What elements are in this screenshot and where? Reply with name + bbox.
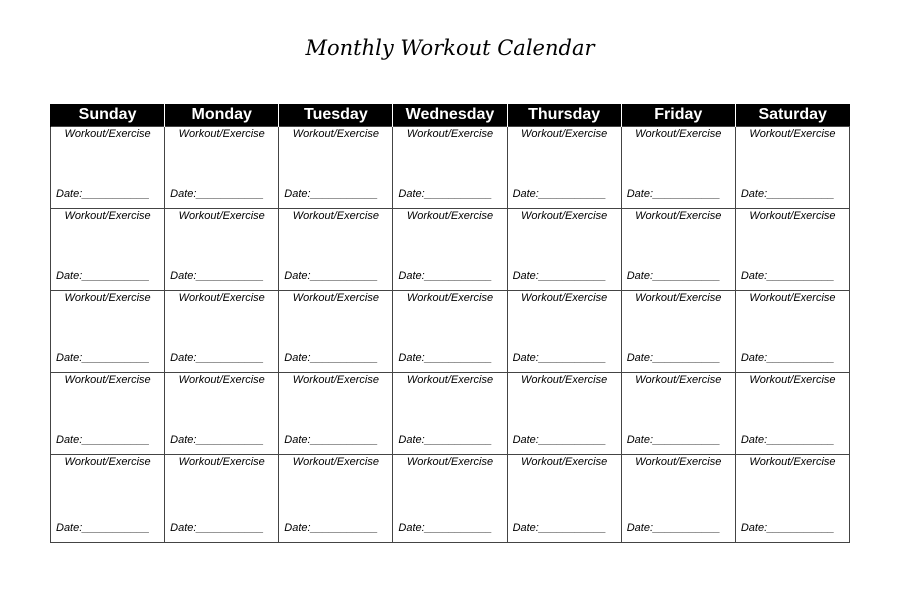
workout-exercise-label: Workout/Exercise <box>292 292 379 304</box>
page-title: Monthly Workout Calendar <box>305 36 595 60</box>
date-blank-label: Date:___________ <box>398 434 493 446</box>
workout-exercise-label: Workout/Exercise <box>292 128 379 140</box>
workout-exercise-label: Workout/Exercise <box>521 456 608 468</box>
day-cell <box>621 373 735 455</box>
workout-exercise-label: Workout/Exercise <box>635 292 722 304</box>
workout-exercise-label: Workout/Exercise <box>521 374 608 386</box>
day-cell <box>51 127 165 209</box>
workout-exercise-label: Workout/Exercise <box>64 292 151 304</box>
date-blank-label: Date:___________ <box>740 522 835 534</box>
date-blank-label: Date:___________ <box>284 434 378 446</box>
date-blank-label: Date:___________ <box>512 352 607 364</box>
date-blank-label: Date:___________ <box>626 270 721 282</box>
day-cell <box>51 373 165 455</box>
workout-exercise-label: Workout/Exercise <box>749 456 836 468</box>
workout-exercise-label: Workout/Exercise <box>292 210 379 222</box>
date-blank-label: Date:___________ <box>170 522 264 534</box>
workout-exercise-label: Workout/Exercise <box>64 128 151 140</box>
day-cell <box>51 291 165 373</box>
date-blank-label: Date:___________ <box>170 188 264 200</box>
day-cell <box>735 127 849 209</box>
day-cell <box>393 127 507 209</box>
weekday-header-row <box>51 104 850 127</box>
day-cell <box>165 373 279 455</box>
day-cell <box>621 455 735 543</box>
date-blank-label: Date:___________ <box>56 434 150 446</box>
day-cell <box>735 373 849 455</box>
workout-exercise-label: Workout/Exercise <box>292 374 379 386</box>
date-blank-label: Date:___________ <box>740 434 835 446</box>
date-blank-label: Date:___________ <box>56 352 150 364</box>
day-cell <box>621 209 735 291</box>
week-row <box>51 455 850 543</box>
workout-exercise-label: Workout/Exercise <box>64 374 151 386</box>
day-cell <box>507 291 621 373</box>
workout-exercise-label: Workout/Exercise <box>521 128 608 140</box>
workout-exercise-label: Workout/Exercise <box>292 456 379 468</box>
header-tuesday: Tuesday <box>279 104 393 127</box>
date-blank-label: Date:___________ <box>626 522 721 534</box>
workout-exercise-label: Workout/Exercise <box>178 456 265 468</box>
date-blank-label: Date:___________ <box>626 188 721 200</box>
header-friday: Friday <box>621 104 735 127</box>
day-cell <box>279 291 393 373</box>
workout-exercise-label: Workout/Exercise <box>635 374 722 386</box>
day-cell <box>279 455 393 543</box>
workout-exercise-label: Workout/Exercise <box>521 210 608 222</box>
date-blank-label: Date:___________ <box>284 270 378 282</box>
workout-exercise-label: Workout/Exercise <box>635 210 722 222</box>
date-blank-label: Date:___________ <box>398 522 493 534</box>
workout-exercise-label: Workout/Exercise <box>64 456 151 468</box>
date-blank-label: Date:___________ <box>284 188 378 200</box>
day-cell <box>165 209 279 291</box>
header-wednesday: Wednesday <box>393 104 507 127</box>
date-blank-label: Date:___________ <box>56 522 150 534</box>
day-cell <box>621 291 735 373</box>
workout-exercise-label: Workout/Exercise <box>406 374 494 386</box>
week-row <box>51 209 850 291</box>
workout-exercise-label: Workout/Exercise <box>749 374 836 386</box>
week-row <box>51 373 850 455</box>
day-cell <box>393 291 507 373</box>
date-blank-label: Date:___________ <box>398 352 493 364</box>
date-blank-label: Date:___________ <box>170 434 264 446</box>
day-cell <box>507 455 621 543</box>
workout-exercise-label: Workout/Exercise <box>521 292 608 304</box>
day-cell <box>165 127 279 209</box>
workout-exercise-label: Workout/Exercise <box>749 292 836 304</box>
date-blank-label: Date:___________ <box>398 270 493 282</box>
day-cell <box>165 455 279 543</box>
day-cell <box>393 455 507 543</box>
date-blank-label: Date:___________ <box>56 270 150 282</box>
workout-exercise-label: Workout/Exercise <box>635 456 722 468</box>
date-blank-label: Date:___________ <box>740 352 835 364</box>
day-cell <box>735 291 849 373</box>
date-blank-label: Date:___________ <box>626 352 721 364</box>
workout-exercise-label: Workout/Exercise <box>406 210 494 222</box>
day-cell <box>51 209 165 291</box>
day-cell <box>735 209 849 291</box>
date-blank-label: Date:___________ <box>626 434 721 446</box>
workout-exercise-label: Workout/Exercise <box>749 210 836 222</box>
day-cell <box>621 127 735 209</box>
date-blank-label: Date:___________ <box>170 352 264 364</box>
date-blank-label: Date:___________ <box>170 270 264 282</box>
date-blank-label: Date:___________ <box>740 188 835 200</box>
day-cell <box>51 455 165 543</box>
workout-exercise-label: Workout/Exercise <box>178 210 265 222</box>
date-blank-label: Date:___________ <box>512 270 607 282</box>
day-cell <box>279 209 393 291</box>
day-cell <box>507 127 621 209</box>
week-row <box>51 291 850 373</box>
day-cell <box>735 455 849 543</box>
workout-exercise-label: Workout/Exercise <box>749 128 836 140</box>
workout-exercise-label: Workout/Exercise <box>178 128 265 140</box>
header-thursday: Thursday <box>507 104 621 127</box>
workout-exercise-label: Workout/Exercise <box>406 292 494 304</box>
date-blank-label: Date:___________ <box>284 352 378 364</box>
date-blank-label: Date:___________ <box>512 434 607 446</box>
header-monday: Monday <box>165 104 279 127</box>
date-blank-label: Date:___________ <box>740 270 835 282</box>
header-saturday: Saturday <box>735 104 849 127</box>
day-cell <box>279 373 393 455</box>
day-cell <box>507 209 621 291</box>
workout-exercise-label: Workout/Exercise <box>178 374 265 386</box>
date-blank-label: Date:___________ <box>56 188 150 200</box>
day-cell <box>393 373 507 455</box>
day-cell <box>279 127 393 209</box>
workout-exercise-label: Workout/Exercise <box>406 128 494 140</box>
workout-calendar-grid <box>50 104 850 543</box>
header-sunday: Sunday <box>51 104 165 127</box>
date-blank-label: Date:___________ <box>398 188 493 200</box>
workout-exercise-label: Workout/Exercise <box>635 128 722 140</box>
day-cell <box>165 291 279 373</box>
day-cell <box>507 373 621 455</box>
workout-exercise-label: Workout/Exercise <box>64 210 151 222</box>
week-row <box>51 127 850 209</box>
date-blank-label: Date:___________ <box>284 522 378 534</box>
date-blank-label: Date:___________ <box>512 522 607 534</box>
workout-exercise-label: Workout/Exercise <box>178 292 265 304</box>
date-blank-label: Date:___________ <box>512 188 607 200</box>
workout-exercise-label: Workout/Exercise <box>406 456 494 468</box>
day-cell <box>393 209 507 291</box>
